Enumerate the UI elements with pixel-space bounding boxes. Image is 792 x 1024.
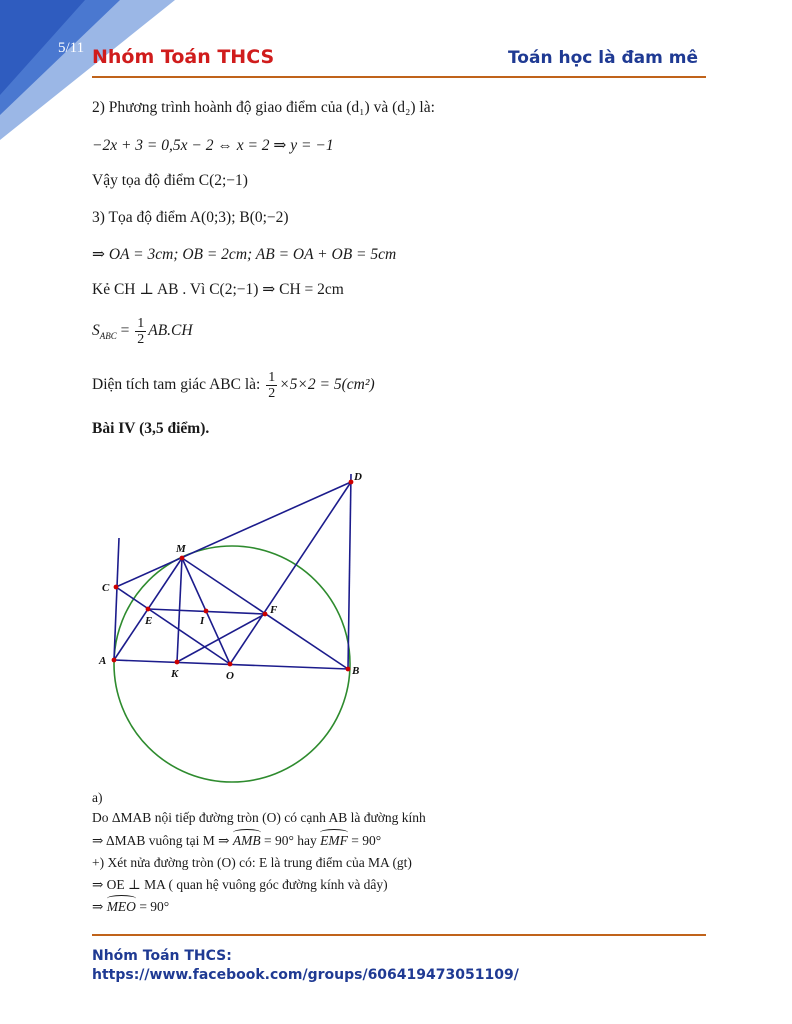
header-rule	[92, 76, 706, 78]
label-f: F	[270, 604, 278, 616]
formula-eq: =	[116, 322, 134, 340]
point-e	[146, 607, 151, 612]
area-result-rest: ×5×2 = 5(cm²)	[279, 376, 375, 394]
label-c: C	[102, 582, 110, 594]
point-m	[180, 556, 185, 561]
section-title: Bài IV (3,5 điểm).	[92, 420, 210, 437]
fraction-den: 2	[137, 332, 145, 347]
part-a-line-5-post: = 90°	[135, 899, 170, 914]
label-i: I	[200, 615, 205, 627]
header-left-title: Nhóm Toán THCS	[92, 46, 275, 68]
point-i	[204, 609, 209, 614]
point-b	[346, 667, 351, 672]
point-c	[114, 585, 119, 590]
footer-rule	[92, 934, 706, 936]
part-a-line-5	[92, 899, 169, 915]
label-o: O	[226, 670, 234, 682]
part-a-line-2-pre: ⇒ ΔMAB vuông tại M ⇒	[92, 833, 233, 848]
header-right-title: Toán học là đam mê	[507, 48, 698, 68]
area-result	[92, 370, 375, 401]
formula-fraction	[135, 316, 146, 347]
formula-s: S	[92, 322, 100, 340]
part-a-line-3: +) Xét nửa đường tròn (O) có: E là trung điểm của MA (gt)	[92, 855, 412, 870]
point-f	[263, 612, 268, 617]
formula-right: AB.CH	[148, 322, 193, 340]
label-k: K	[171, 668, 179, 680]
geometry-figure	[0, 440, 792, 800]
text-line-6: Kẻ CH ⊥ AB . Vì C(2;−1) ⇒ CH = 2cm	[92, 281, 344, 298]
text-line-2: −2x + 3 = 0,5x − 2 ⇔ x = 2 ⇒ y = −1	[92, 137, 334, 154]
page-number: 5/11	[58, 40, 85, 56]
part-a-line-2-post: = 90°	[347, 833, 382, 848]
label-m: M	[176, 543, 186, 555]
part-a-line-4: ⇒ OE ⊥ MA ( quan hệ vuông góc đường kính và dây)	[92, 877, 388, 892]
text-line-1: 2) Phương trình hoành độ giao điểm của (d₁) và (d₂) là:	[92, 99, 435, 116]
area-fraction-den: 2	[268, 386, 276, 401]
angle-meo: MEO	[106, 899, 136, 914]
point-k	[175, 660, 180, 665]
part-a-line-2-mid: = 90° hay	[260, 833, 321, 848]
part-a-label: a)	[92, 790, 103, 805]
angle-emf: EMF	[320, 833, 348, 848]
text-line-5: ⇒ OA = 3cm; OB = 2cm; AB = OA + OB = 5cm	[92, 246, 397, 263]
part-a-line-5-pre: ⇒	[92, 899, 107, 914]
area-fraction-num: 1	[268, 370, 276, 385]
area-result-text: Diện tích tam giác ABC là:	[92, 376, 265, 394]
point-a	[112, 658, 117, 663]
fraction-num: 1	[137, 316, 145, 331]
label-d: D	[354, 471, 362, 483]
tangent-by	[348, 474, 351, 669]
area-fraction	[266, 370, 277, 401]
footer-group-name: Nhóm Toán THCS:	[92, 948, 232, 964]
text-line-4: 3) Tọa độ điểm A(0;3); B(0;−2)	[92, 209, 289, 226]
part-a-line-2	[92, 833, 381, 849]
part-a-line-1: Do ΔMAB nội tiếp đường tròn (O) có cạnh AB là đường kính	[92, 810, 426, 825]
point-d	[349, 480, 354, 485]
area-formula	[92, 316, 193, 347]
label-e: E	[145, 615, 153, 627]
text-line-3: Vậy tọa độ điểm C(2;−1)	[92, 172, 248, 189]
formula-sub: ABC	[99, 331, 117, 342]
point-o	[228, 662, 233, 667]
footer-link[interactable]: https://www.facebook.com/groups/606419473051109/	[92, 967, 519, 983]
corner-decoration	[0, 0, 200, 140]
angle-amb: AMB	[232, 833, 261, 848]
label-a: A	[99, 655, 107, 667]
label-b: B	[352, 665, 360, 677]
